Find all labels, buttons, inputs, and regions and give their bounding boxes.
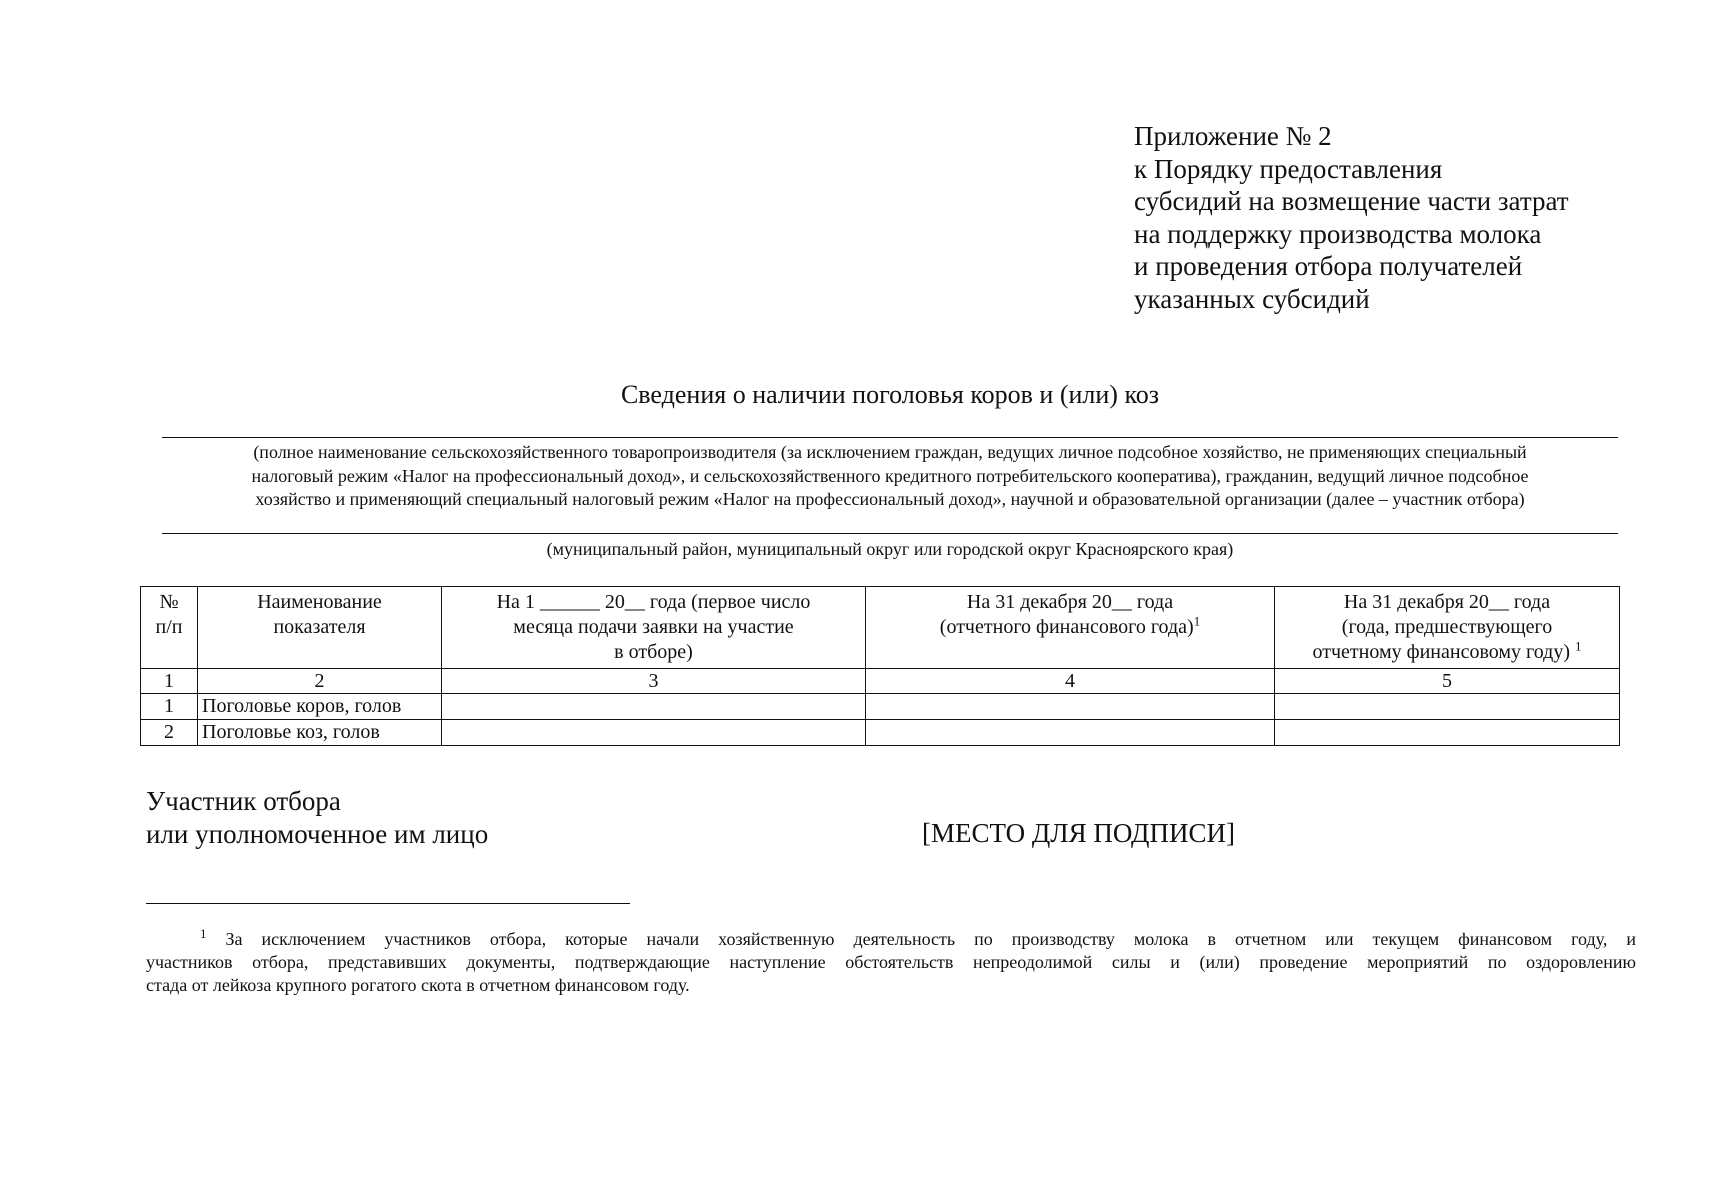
appendix-line: на поддержку производства молока <box>1134 218 1542 249</box>
footnote-line: стада от лейкоза крупного рогатого скота в отчетном финансовом году. <box>146 975 690 995</box>
header-cell-number: № п/п <box>141 587 198 669</box>
appendix-line: субсидий на возмещение части затрат <box>1134 186 1569 216</box>
column-number: 1 <box>141 669 198 694</box>
table-header-row <box>141 587 1620 669</box>
footnote-marker: 1 <box>200 926 207 941</box>
header-cell-current-date: На 1 ______ 20__ года (первое число месяца подачи заявки на участие в отборе) <box>442 587 866 669</box>
footnote-line: участников отбора, представивших документы, подтверждающие наступление обстоятельств непреодолимой силы и (или) проведение мероприятий по оздоровлению <box>146 952 1636 972</box>
appendix-block <box>1134 120 1674 315</box>
signer-line: Участник отбора <box>146 786 341 816</box>
appendix-line: указанных субсидий <box>1134 283 1370 314</box>
value-cell <box>866 694 1275 720</box>
footnote-ref: 1 <box>1193 613 1201 629</box>
table-row <box>141 694 1620 720</box>
participant-name-line <box>162 437 1618 438</box>
signature-placeholder: [МЕСТО ДЛЯ ПОДПИСИ] <box>922 818 1235 848</box>
livestock-table <box>140 586 1620 746</box>
appendix-line: и проведения отбора получателей <box>1134 251 1523 281</box>
value-cell <box>442 694 866 720</box>
caption-line: (полное наименование сельскохозяйственного товаропроизводителя (за исключением граждан, ведущих личное подсобное хозяйство, не применяющих специальный <box>253 442 1527 462</box>
indicator-name: Поголовье коз, голов <box>198 720 442 746</box>
header-cell-reporting-year: На 31 декабря 20__ года (отчетного финансового года)$^1$ <box>866 587 1275 669</box>
footnote-ref: 1 <box>1575 638 1582 654</box>
header-cell-indicator: Наименование показателя <box>198 587 442 669</box>
signer-block <box>146 785 488 851</box>
column-number: 4 <box>866 669 1275 694</box>
caption-line: налоговый режим «Налог на профессиональный доход», и сельскохозяйственного кредитного потребительского кооператива), гражданин, ведущий личное подсобное <box>251 465 1529 486</box>
participant-caption <box>160 441 1620 512</box>
municipality-line <box>162 533 1618 534</box>
value-cell <box>442 720 866 746</box>
row-number: 1 <box>141 694 198 720</box>
document-title: Сведения о наличии поголовья коров и (или) коз <box>620 380 1160 409</box>
column-number: 5 <box>1275 669 1620 694</box>
column-number-row <box>141 669 1620 694</box>
header-cell-previous-year: На 31 декабря 20__ года (года, предшествующего отчетному финансовому году) $^1$ <box>1275 587 1620 669</box>
value-cell <box>1275 694 1620 720</box>
footnote-line: $^1$ За исключением участников отбора, которые начали хозяйственную деятельность по производству молока в отчетном или текущем финансовом году, и <box>200 926 1636 949</box>
column-number: 2 <box>198 669 442 694</box>
row-number: 2 <box>141 720 198 746</box>
indicator-name: Поголовье коров, голов <box>198 694 442 720</box>
value-cell <box>866 720 1275 746</box>
signer-line: или уполномоченное им лицо <box>146 819 489 849</box>
caption-line: хозяйство и применяющий специальный налоговый режим «Налог на профессиональный доход», научной и образовательной организации (далее – участник отбора) <box>255 489 1525 509</box>
municipality-caption: (муниципальный район, муниципальный округ или городской округ Красноярского края) <box>546 539 1234 559</box>
footnote-separator <box>146 903 630 904</box>
table-row <box>141 720 1620 746</box>
value-cell <box>1275 720 1620 746</box>
appendix-line: к Порядку предоставления <box>1134 153 1443 184</box>
column-number: 3 <box>442 669 866 694</box>
appendix-line: Приложение № 2 <box>1134 121 1332 151</box>
footnote <box>146 928 1636 997</box>
